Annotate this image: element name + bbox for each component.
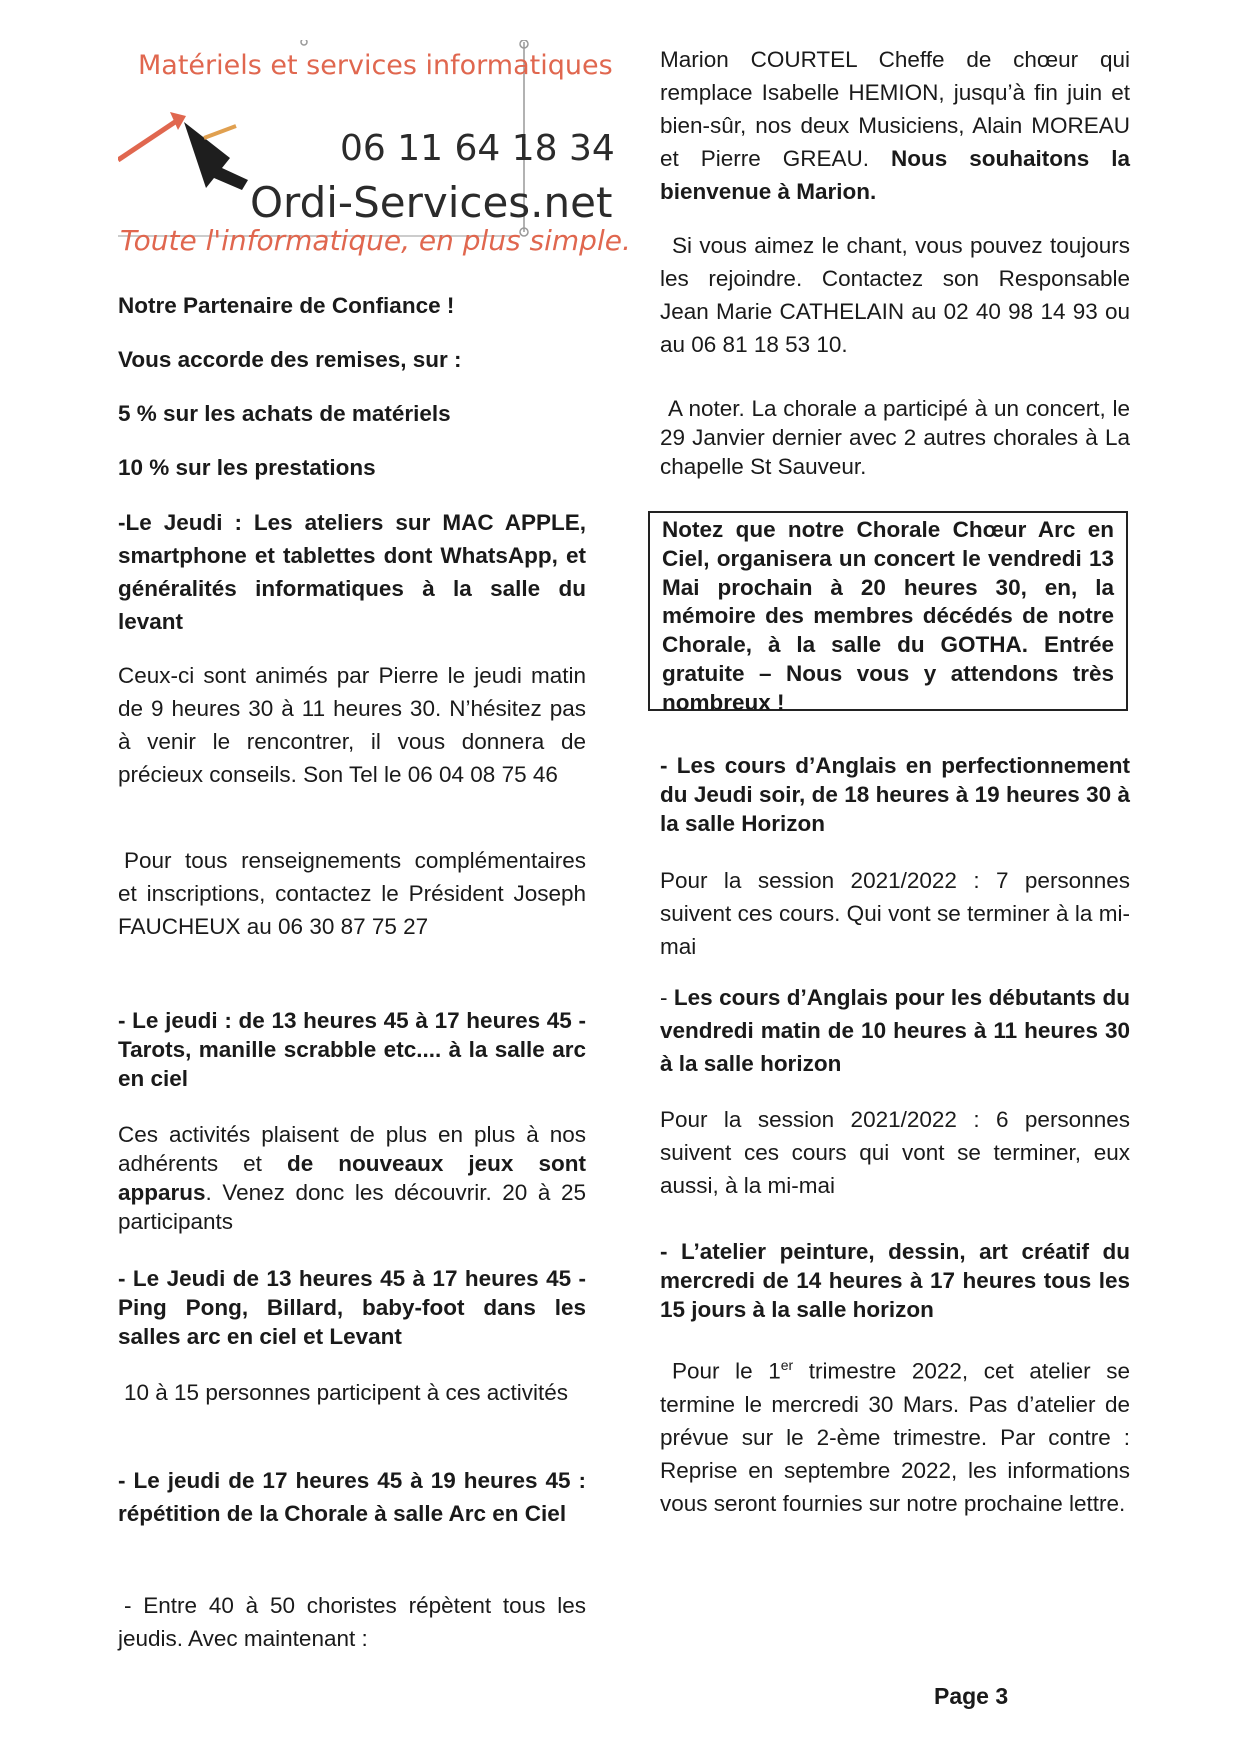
english-advanced-text: Pour la session 2021/2022 : 7 personnes suivent ces cours. Qui vont se terminer à la mi-mai [660, 868, 1130, 959]
concert-notice-text: Notez que notre Chorale Chœur Arc en Ciel, organisera un concert le vendredi 13 Mai prochain à 20 heures 30, en, la mémoire des membres décédés de notre Chorale, à la salle du GOTHA. Entrée gratuite – Nous vous y attendons très nombreux ! [662, 517, 1114, 715]
sports-heading: - Le Jeudi de 13 heures 45 à 17 heures 45 - Ping Pong, Billard, baby-foot dans les salles arc en ciel et Levant [118, 1266, 586, 1349]
discount-services: 10 % sur les prestations [118, 455, 376, 480]
english-beginner-text: Pour la session 2021/2022 : 6 personnes suivent ces cours qui vont se terminer, eux aussi, à la mi-mai [660, 1107, 1130, 1198]
sports-text: 10 à 15 personnes participent à ces activités [124, 1380, 569, 1405]
games-text-bold: de nouveaux jeux sont apparus [118, 1151, 586, 1205]
choir-welcome: Nous souhaitons la bienvenue à Marion. [660, 146, 1130, 204]
choir-cont-text: Marion COURTEL Cheffe de chœur qui remplace Isabelle HEMION, jusqu’à fin juin et bien-sûr, nos deux Musiciens, Alain MOREAU et Pierre GREAU. Nous souhaitons la bienvenue à Marion. [660, 47, 1130, 204]
games-heading: - Le jeudi : de 13 heures 45 à 17 heures 45 - Tarots, manille scrabble etc.... à la salle arc en ciel [118, 1008, 586, 1091]
workshop-heading: -Le Jeudi : Les ateliers sur MAC APPLE, smartphone et tablettes dont WhatsApp, et généralités informatiques à la salle du levant [118, 510, 586, 634]
logo-tagline: Matériels et services informatiques [138, 50, 613, 81]
choir-concert-text: A noter. La chorale a participé à un concert, le 29 Janvier dernier avec 2 autres chorales à La chapelle St Sauveur. [660, 396, 1130, 479]
choir-heading: - Le jeudi de 17 heures 45 à 19 heures 45 : répétition de la Chorale à salle Arc en Ciel [118, 1468, 586, 1526]
logo-site: Ordi-Services.net [250, 178, 613, 227]
workshop-text: Ceux-ci sont animés par Pierre le jeudi matin de 9 heures 30 à 11 heures 30. N’hésitez pas à venir le rencontrer, il vous donnera de précieux conseils. Son Tel le 06 04 08 75 46 [118, 663, 586, 787]
partner-discounts: Vous accorde des remises, sur : [118, 347, 462, 372]
choir-join-text: Si vous aimez le chant, vous pouvez toujours les rejoindre. Contactez son Responsable Jean Marie CATHELAIN au 02 40 98 14 93 ou au 06 81 18 53 10. [660, 233, 1130, 357]
english-advanced-heading: - Les cours d’Anglais en perfectionnement du Jeudi soir, de 18 heures à 19 heures 30 à la salle Horizon [660, 753, 1130, 836]
discount-hardware: 5 % sur les achats de matériels [118, 401, 451, 426]
page-number: Page 3 [934, 1683, 1009, 1709]
partner-title: Notre Partenaire de Confiance ! [118, 293, 455, 318]
concert-notice-box [648, 511, 1128, 715]
english-beginner-heading: - Les cours d’Anglais pour les débutants du vendredi matin de 10 heures à 11 heures 30 à la salle horizon [660, 985, 1130, 1076]
logo-slogan: Toute l'informatique, en plus simple. [120, 224, 631, 257]
ordi-services-logo [118, 40, 631, 266]
info-text: Pour tous renseignements complémentaires et inscriptions, contactez le Président Joseph FAUCHEUX au 06 30 87 75 27 [118, 848, 586, 939]
art-text: Pour le 1er trimestre 2022, cet atelier se termine le mercredi 30 Mars. Pas d’atelier de prévue sur le 2-ème trimestre. Par contre : Reprise en septembre 2022, les informations vous seront fournies sur notre prochaine lettre. [660, 1357, 1130, 1516]
logo-phone: 06 11 64 18 34 [340, 128, 615, 169]
games-text: Ces activités plaisent de plus en plus à nos adhérents et de nouveaux jeux sont apparus. Venez donc les découvrir. 20 à 25 participants [118, 1122, 586, 1234]
art-heading: - L’atelier peinture, dessin, art créatif du mercredi de 14 heures à 17 heures tous les 15 jours à la salle horizon [660, 1239, 1130, 1322]
choir-text: - Entre 40 à 50 choristes répètent tous les jeudis. Avec maintenant : [118, 1593, 586, 1651]
